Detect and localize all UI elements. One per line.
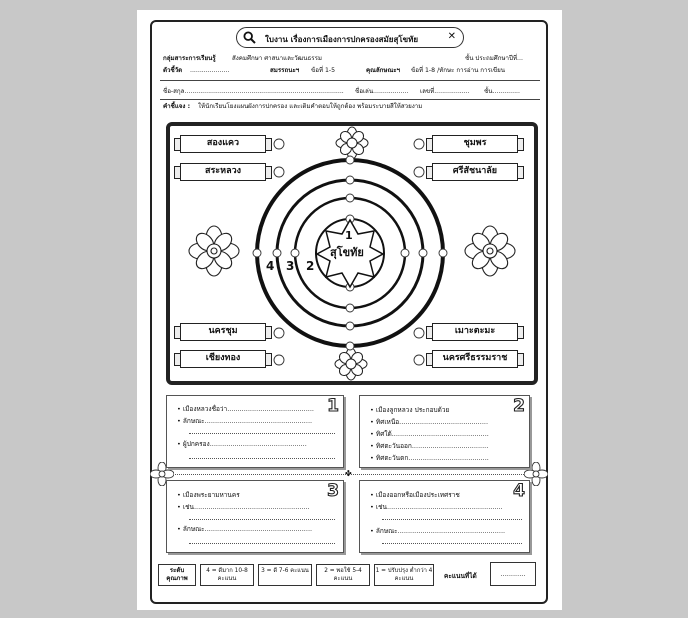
center-number: 1 — [345, 229, 353, 242]
card-number: 3 — [327, 481, 339, 501]
student-name-field[interactable]: ชื่อ-สกุล................................................................................. — [163, 88, 344, 95]
card-line[interactable]: • เมืองพระยามหานคร — [177, 491, 240, 499]
student-class-field[interactable]: ชั้น.............. — [484, 88, 520, 95]
ring-number-2: 2 — [306, 259, 315, 273]
scoring-level-2: 2 = พอใช้ 5-4 คะแนน — [316, 564, 370, 586]
card-line[interactable]: • ลักษณะ.................................................... — [177, 525, 312, 533]
scoring-level-3: 3 = ดี 7-6 คะแนน — [258, 564, 312, 586]
ring-number-4: 4 — [266, 259, 275, 273]
total-score-field[interactable]: ............ — [490, 562, 536, 586]
city-banner-saluang: สระหลวง — [180, 163, 266, 181]
answer-card-2 — [359, 395, 530, 468]
total-score-label: คะแนนที่ได้ — [444, 572, 477, 580]
city-banner-chiangthong: เชียงทอง — [180, 350, 266, 368]
subject-label: กลุ่มสาระการเรียนรู้ — [163, 55, 216, 62]
card-line[interactable]: • เมืองลูกหลวง ประกอบด้วย — [370, 406, 449, 414]
flower-icon — [336, 127, 368, 159]
answer-card-4 — [359, 480, 530, 553]
city-banner-songkhwae: สองแคว — [180, 135, 266, 153]
card-number: 4 — [513, 481, 525, 501]
instruction-text: ให้นักเรียนโยงแผนผังการปกครอง และเติมคำตอบให้ถูกต้อง พร้อมระบายสีให้สวยงาม — [198, 103, 423, 110]
flower-icon — [465, 226, 515, 276]
indicator-label: ตัวชี้วัด — [163, 67, 183, 74]
worksheet-title: ใบงาน เรื่องการเมืองการปกครองสมัยสุโขทัย — [265, 35, 419, 44]
scoring-level-4: 4 = ดีมาก 10-8 คะแนน — [200, 564, 254, 586]
scoring-level-1: 1 = ปรับปรุง ต่ำกว่า 4 คะแนน — [374, 564, 434, 586]
center-label: สุโขทัย — [330, 246, 364, 259]
traits-label: คุณลักษณะฯ — [366, 67, 401, 74]
instruction-label: คำชี้แจง : — [163, 103, 191, 110]
competency-label: สมรรถนะฯ — [270, 67, 300, 74]
card-number: 2 — [513, 396, 525, 416]
card-line[interactable]: • เช่น........................................................ — [177, 503, 310, 511]
city-banner-mottama: เมาะตะมะ — [432, 323, 518, 341]
flower-icon — [335, 348, 367, 380]
grade-label: ชั้น ประถมศึกษาปีที่... — [465, 55, 523, 62]
card-line[interactable]: • ทิศเหนือ........................................... — [370, 418, 488, 426]
traits-value: ข้อที่ 1-8 /ทักษะ การอ่าน การเขียน — [411, 67, 506, 74]
indicator-value: .................... — [190, 67, 230, 74]
city-banner-nakhonsithammarat: นครศรีธรรมราช — [432, 350, 518, 368]
competency-value: ข้อที่ 1-5 — [311, 67, 336, 74]
card-line[interactable]: • ทิศตะวันตก....................................... — [370, 454, 489, 462]
answer-card-1 — [166, 395, 344, 468]
scoring-label: ระดับ คุณภาพ — [158, 564, 196, 586]
card-line[interactable]: • ทิศใต้............................................... — [370, 430, 489, 438]
student-nickname-field[interactable]: ชื่อเล่น.................. — [355, 88, 409, 95]
divider-ornament-icon: ✤ — [345, 469, 352, 478]
card-line[interactable]: • ผู้ปกครอง............................................... — [177, 440, 307, 448]
city-banner-nakhonchum: นครชุม — [180, 323, 266, 341]
card-line[interactable]: • เช่น........................................................ — [370, 503, 503, 511]
flower-icon — [189, 226, 239, 276]
ring-number-3: 3 — [286, 259, 295, 273]
close-icon: ✕ — [447, 31, 456, 42]
card-line[interactable]: • ลักษณะ.................................................... — [177, 417, 312, 425]
card-line[interactable]: • ทิศตะวันออก..................................... — [370, 442, 488, 450]
city-banner-sisatchanalai: ศรีสัชนาลัย — [432, 163, 518, 181]
subject-value: สังคมศึกษา ศาสนาและวัฒนธรรม — [232, 55, 322, 62]
card-number: 1 — [327, 396, 339, 416]
card-line[interactable]: • เมืองออกหรือเมืองประเทศราช — [370, 491, 460, 499]
answer-card-3 — [166, 480, 344, 553]
card-line[interactable]: • เมืองหลวงชื่อว่า.......................................... — [177, 405, 314, 413]
student-number-field[interactable]: เลขที่.................. — [420, 88, 470, 95]
card-line[interactable]: • ลักษณะ.................................................... — [370, 527, 505, 535]
city-banner-chumphon: ชุมพร — [432, 135, 518, 153]
